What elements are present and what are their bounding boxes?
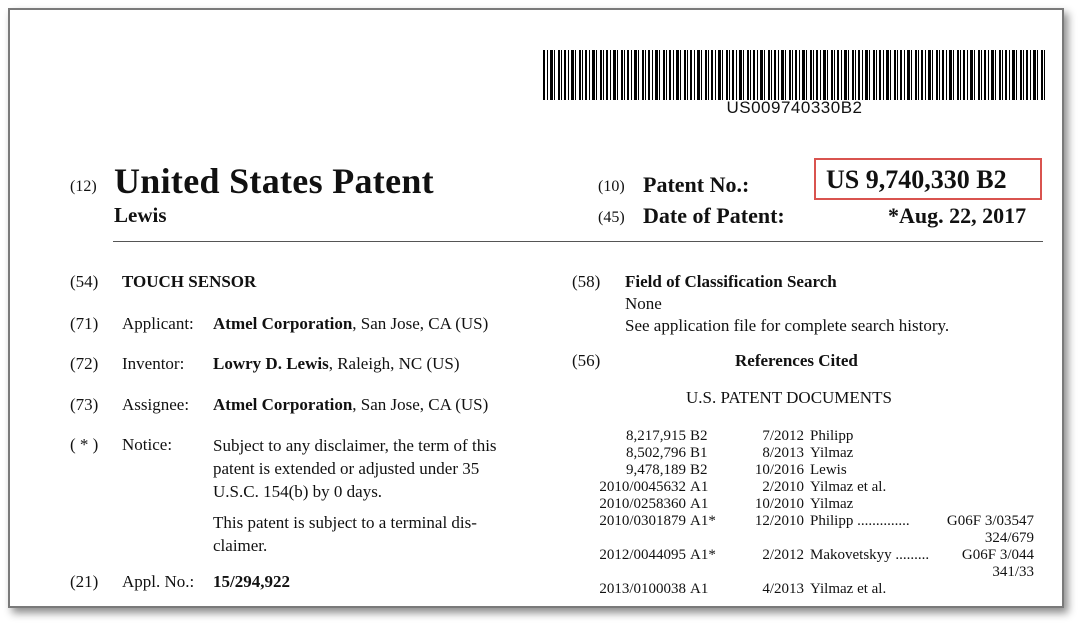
classification-none: None	[625, 294, 662, 313]
notice-text: Subject to any disclaimer, the term of this patent is extended or adjusted under 35 U.S.C. 154(b) by 0 days. This patent is subject to a terminal dis- claimer.	[213, 436, 497, 555]
appl-no-label: Appl. No.:	[122, 572, 195, 591]
ref-date: 2/2012	[762, 547, 804, 563]
document-frame	[8, 8, 1064, 608]
field-58-code: (58)	[572, 272, 601, 291]
date-code: (45)	[598, 209, 625, 226]
inventor-label: Inventor:	[122, 354, 185, 373]
ref-date: 12/2010	[754, 513, 804, 529]
notice-label: Notice:	[122, 435, 173, 454]
ref-kind: A1	[690, 581, 709, 597]
ref-name: Yilmaz et al.	[810, 479, 887, 495]
patent-title: United States Patent	[114, 161, 434, 201]
patent-no-code: (10)	[598, 178, 625, 195]
ref-kind: A1	[690, 496, 709, 512]
classification-note: See application file for complete search history.	[625, 316, 950, 335]
ref-date: 2/2010	[762, 479, 804, 495]
ref-class: G06F 3/044	[961, 547, 1034, 563]
ref-doc-number: 2010/0258360	[599, 496, 686, 512]
patent-no-label: Patent No.:	[643, 172, 750, 197]
field-54-code: (54)	[70, 272, 99, 291]
ref-name: Yilmaz et al.	[810, 581, 887, 597]
date-label: Date of Patent:	[643, 203, 785, 228]
ref-name: Makovetskyy .........	[810, 547, 930, 563]
us-patent-docs-heading: U.S. PATENT DOCUMENTS	[686, 388, 892, 407]
ref-kind: A1*	[690, 513, 716, 529]
field-73-code: (73)	[70, 395, 99, 414]
ref-date: 7/2012	[762, 428, 804, 444]
assignee-label: Assignee:	[122, 395, 190, 414]
ref-doc-number: 8,217,915	[626, 428, 686, 444]
ref-doc-number: 2010/0045632	[599, 479, 686, 495]
ref-class: G06F 3/03547	[946, 513, 1034, 529]
ref-name: Philipp	[810, 428, 854, 444]
field-21-code: (21)	[70, 572, 99, 591]
ref-date: 10/2016	[754, 462, 804, 478]
ref-class-secondary: 324/679	[984, 530, 1034, 546]
ref-name: Yilmaz	[810, 445, 854, 461]
ref-kind: A1	[690, 479, 709, 495]
ref-doc-number: 9,478,189	[626, 462, 686, 478]
field-72-code: (72)	[70, 354, 99, 373]
ref-doc-number: 2012/0044095	[599, 547, 686, 563]
ref-kind: B1	[690, 445, 708, 461]
assignee-value: Atmel Corporation, San Jose, CA (US)	[213, 395, 489, 414]
ref-name: Yilmaz	[810, 496, 854, 512]
classification-title: Field of Classification Search	[625, 272, 837, 291]
references-title: References Cited	[735, 351, 858, 370]
ref-kind: B2	[690, 428, 708, 444]
field-56-code: (56)	[572, 351, 601, 370]
patent-page	[10, 10, 1062, 606]
ref-doc-number: 8,502,796	[626, 445, 686, 461]
ref-class-secondary: 341/33	[992, 564, 1034, 580]
notice-code: ( * )	[70, 435, 99, 454]
header-divider	[113, 241, 1043, 242]
ref-date: 10/2010	[754, 496, 804, 512]
ref-name: Lewis	[810, 462, 847, 478]
barcode-number: US009740330B2	[726, 98, 863, 117]
applicant-value: Atmel Corporation, San Jose, CA (US)	[213, 314, 489, 333]
ref-doc-number: 2013/0100038	[599, 581, 686, 597]
patent-no-value: US 9,740,330 B2	[826, 165, 1007, 194]
ref-kind: B2	[690, 462, 708, 478]
ref-kind: A1*	[690, 547, 716, 563]
ref-date: 8/2013	[762, 445, 804, 461]
invention-title: TOUCH SENSOR	[122, 272, 257, 291]
barcode	[543, 50, 1046, 100]
field-71-code: (71)	[70, 314, 99, 333]
ref-name: Philipp ..............	[810, 513, 910, 529]
appl-no-value: 15/294,922	[213, 572, 290, 591]
type-code: (12)	[70, 178, 97, 195]
inventor-value: Lowry D. Lewis, Raleigh, NC (US)	[213, 354, 460, 373]
ref-date: 4/2013	[762, 581, 804, 597]
applicant-label: Applicant:	[122, 314, 194, 333]
ref-doc-number: 2010/0301879	[599, 513, 686, 529]
inventor-surname: Lewis	[114, 203, 167, 227]
date-value: *Aug. 22, 2017	[888, 203, 1027, 228]
